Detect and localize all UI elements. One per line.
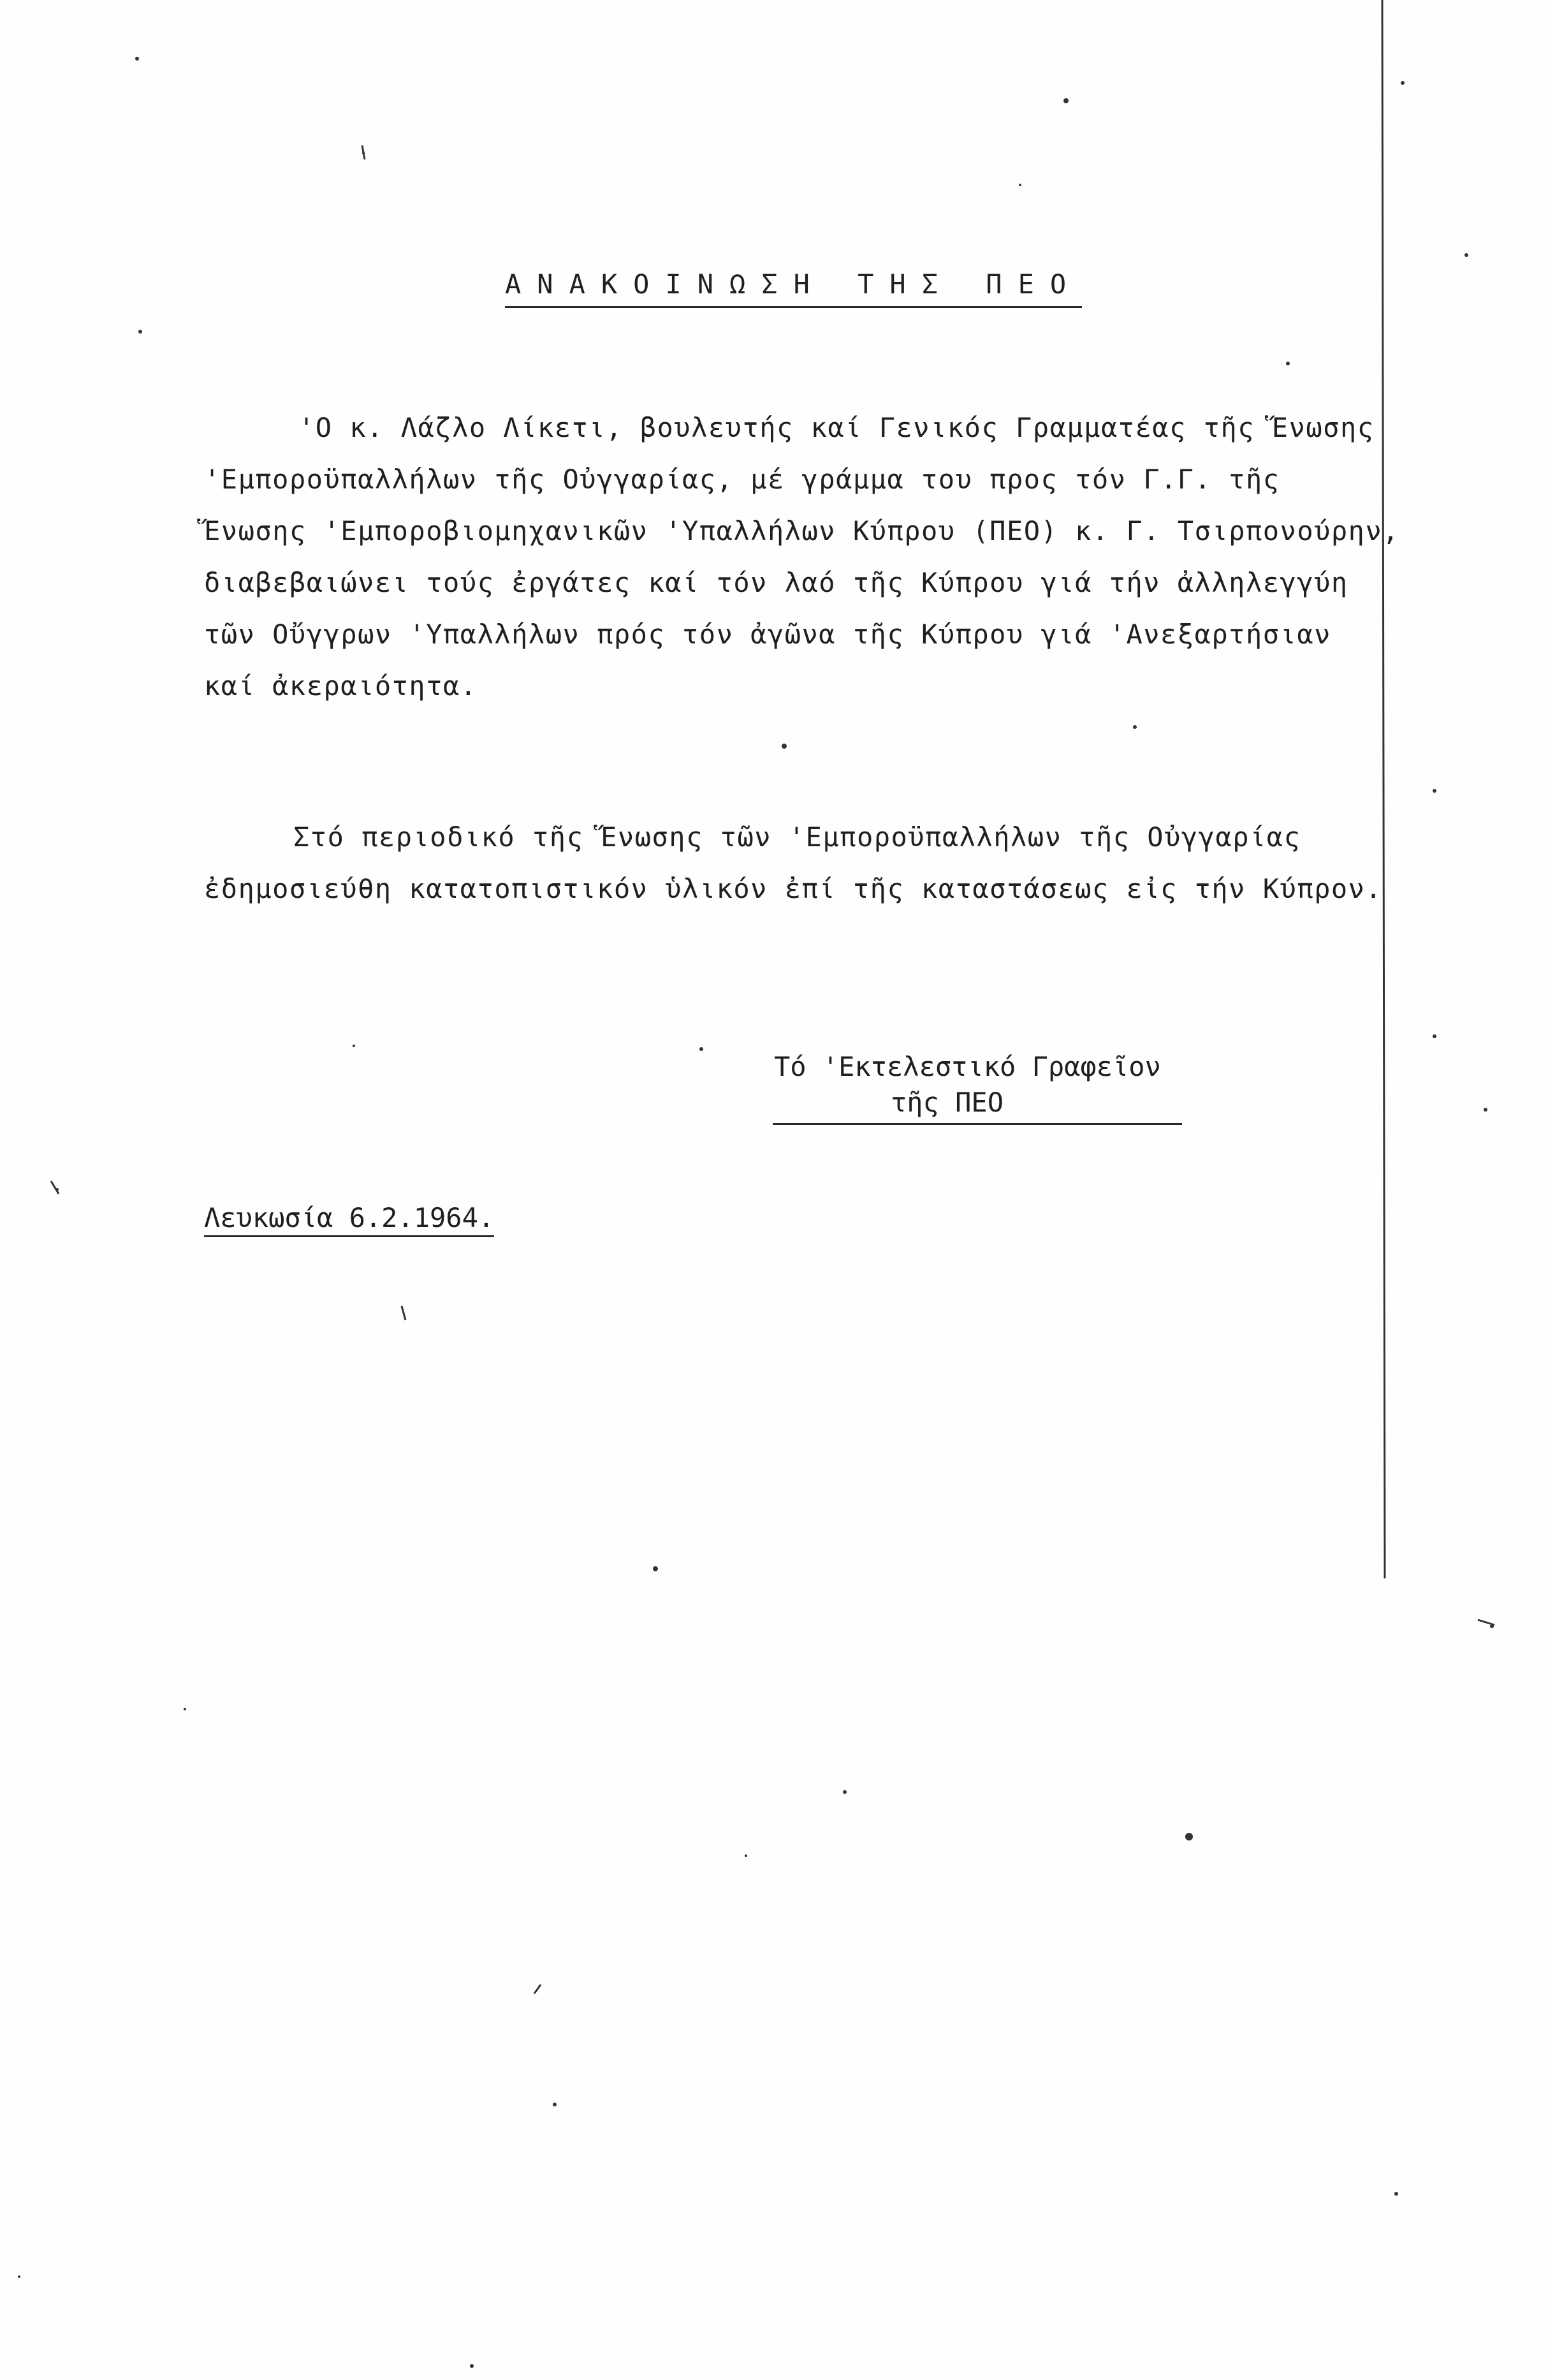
signature-office: Τό 'Εκτελεστικό Γραφεῖον bbox=[774, 1051, 1161, 1082]
date-line bbox=[204, 1200, 494, 1236]
paragraph-second bbox=[204, 811, 1447, 915]
paragraph-line: Ἕνωσης 'Εμποροβιομηχανικῶν 'Υπαλλήλων Κύπρου (ΠΕΟ) κ. Γ. Τσιρπονούρην, bbox=[204, 515, 1400, 547]
paragraph-line: διαβεβαιώνει τούς ἐργάτες καί τόν λαό τῆς Κύπρου γιά τήν ἀλληλεγγύη bbox=[204, 567, 1348, 598]
paragraph-line: Στό περιοδικό τῆς Ἕνωσης τῶν 'Εμποροϋπαλλήλων τῆς Οὐγγαρίας bbox=[293, 821, 1301, 853]
paragraph-line: 'Εμποροϋπαλλήλων τῆς Οὐγγαρίας, μέ γράμμα του προς τόν Γ.Γ. τῆς bbox=[204, 464, 1280, 495]
document-title: ΑΝΑΚΟΙΝΩΣΗ ΤΗΣ ΠΕΟ bbox=[505, 267, 1082, 308]
signature-organization: τῆς ΠΕΟ bbox=[773, 1085, 1182, 1125]
paragraph-line: τῶν Οὔγγρων 'Υπαλλήλων πρός τόν ἀγῶνα τῆς Κύπρου γιά 'Ανεξαρτήσιαν bbox=[204, 619, 1331, 650]
paragraph-line: καί ἀκεραιότητα. bbox=[204, 670, 478, 702]
signature-block bbox=[773, 1049, 1182, 1125]
paragraph-line: ἐδημοσιεύθη κατατοπιστικόν ὑλικόν ἐπί τῆς καταστάσεως εἰς τήν Κύπρον. bbox=[204, 873, 1383, 904]
document-date: Λευκωσία 6.2.1964. bbox=[204, 1202, 494, 1237]
paragraph-line: 'Ο κ. Λάζλο Λίκετι, βουλευτής καί Γενικός Γραμματέας τῆς Ἕνωσης bbox=[298, 412, 1375, 443]
paragraph-first bbox=[204, 402, 1447, 712]
